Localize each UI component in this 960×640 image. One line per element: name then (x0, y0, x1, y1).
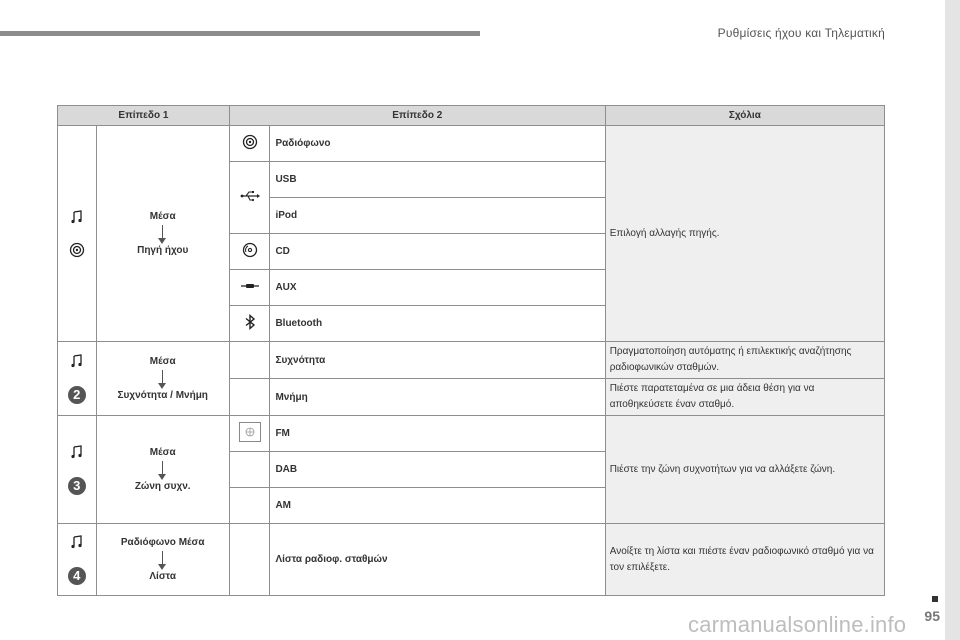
level1-top-label: Μέσα (149, 356, 176, 367)
option-label: Συχνότητα (270, 342, 605, 379)
table-row (58, 524, 885, 596)
step-badge: 2 (68, 386, 86, 404)
option-icon-cell (229, 270, 270, 306)
header-rule (0, 31, 480, 36)
level1-top-label: Μέσα (149, 447, 176, 458)
option-icon-cell (229, 524, 270, 596)
down-arrow-icon (162, 461, 163, 475)
option-icon-cell (229, 416, 270, 452)
radio-icon (242, 134, 258, 150)
option-label: AM (270, 488, 605, 524)
down-arrow-icon (162, 370, 163, 384)
step-badge: 3 (68, 477, 86, 495)
group1-level1 (96, 126, 229, 342)
option-icon-cell (229, 379, 270, 416)
level1-top-label: Μέσα (149, 211, 176, 222)
level1-top-label: Ραδιόφωνο Μέσα (120, 537, 205, 548)
table-row (58, 342, 885, 379)
option-icon-cell (229, 126, 270, 162)
comment-cell: Πραγματοποίηση αυτόματης ή επιλεκτικής αναζήτησης ραδιοφωνικών σταθμών. (605, 342, 884, 379)
option-label: DAB (270, 452, 605, 488)
option-label: iPod (270, 198, 605, 234)
menu-table (57, 105, 885, 596)
option-icon-cell (229, 342, 270, 379)
level1-bottom-label: Συχνότητα / Μνήμη (117, 390, 208, 401)
option-label: USB (270, 162, 605, 198)
music-note-icon (70, 354, 84, 368)
option-label: FM (270, 416, 605, 452)
option-label: AUX (270, 270, 605, 306)
option-label: Bluetooth (270, 306, 605, 342)
page-edge-strip (945, 0, 960, 640)
step-badge: 4 (68, 567, 86, 585)
table-row (58, 416, 885, 452)
group2-level1 (96, 342, 229, 416)
option-label: Μνήμη (270, 379, 605, 416)
page-header-title: Ρυθμίσεις ήχου και Τηλεματική (717, 26, 885, 40)
cd-icon (242, 242, 258, 258)
table-row (58, 126, 885, 162)
music-note-icon (70, 445, 84, 459)
option-icon-cell (229, 488, 270, 524)
header-level1: Επίπεδο 1 (58, 106, 230, 126)
level1-bottom-label: Ζώνη συχν. (134, 481, 191, 492)
group1-icons (58, 126, 97, 342)
bluetooth-icon (244, 314, 256, 330)
table-header-row (58, 106, 885, 126)
music-note-icon (70, 210, 84, 224)
group3-icons (58, 416, 97, 524)
watermark: carmanualsonline.info (688, 612, 907, 637)
group4-icons (58, 524, 97, 596)
group2-icons (58, 342, 97, 416)
comment-cell: Πιέστε παρατεταμένα σε μια άδεια θέση για να αποθηκεύσετε έναν σταθμό. (605, 379, 884, 416)
group3-level1 (96, 416, 229, 524)
page-number: 95 (924, 608, 940, 624)
level1-bottom-label: Πηγή ήχου (137, 245, 189, 256)
comment-cell: Πιέστε την ζώνη συχνοτήτων για να αλλάξετε ζώνη. (605, 416, 884, 524)
comment-cell: Επιλογή αλλαγής πηγής. (605, 126, 884, 342)
option-icon-cell (229, 162, 270, 234)
fm-icon (239, 422, 261, 442)
group4-level1 (96, 524, 229, 596)
music-note-icon (70, 535, 84, 549)
down-arrow-icon (162, 225, 163, 239)
level1-bottom-label: Λίστα (149, 571, 177, 582)
page-marker (932, 596, 938, 602)
option-icon-cell (229, 306, 270, 342)
option-icon-cell (229, 234, 270, 270)
option-label: Ραδιόφωνο (270, 126, 605, 162)
comment-cell: Ανοίξτε τη λίστα και πιέστε έναν ραδιοφωνικό σταθμό για να τον επιλέξετε. (605, 524, 884, 596)
header-comments: Σχόλια (605, 106, 884, 126)
option-label: CD (270, 234, 605, 270)
down-arrow-icon (162, 551, 163, 565)
option-icon-cell (229, 452, 270, 488)
radio-icon (69, 242, 85, 258)
aux-icon (240, 281, 260, 291)
option-label: Λίστα ραδιοφ. σταθμών (270, 524, 605, 596)
header-level2: Επίπεδο 2 (229, 106, 605, 126)
usb-icon (240, 190, 260, 202)
